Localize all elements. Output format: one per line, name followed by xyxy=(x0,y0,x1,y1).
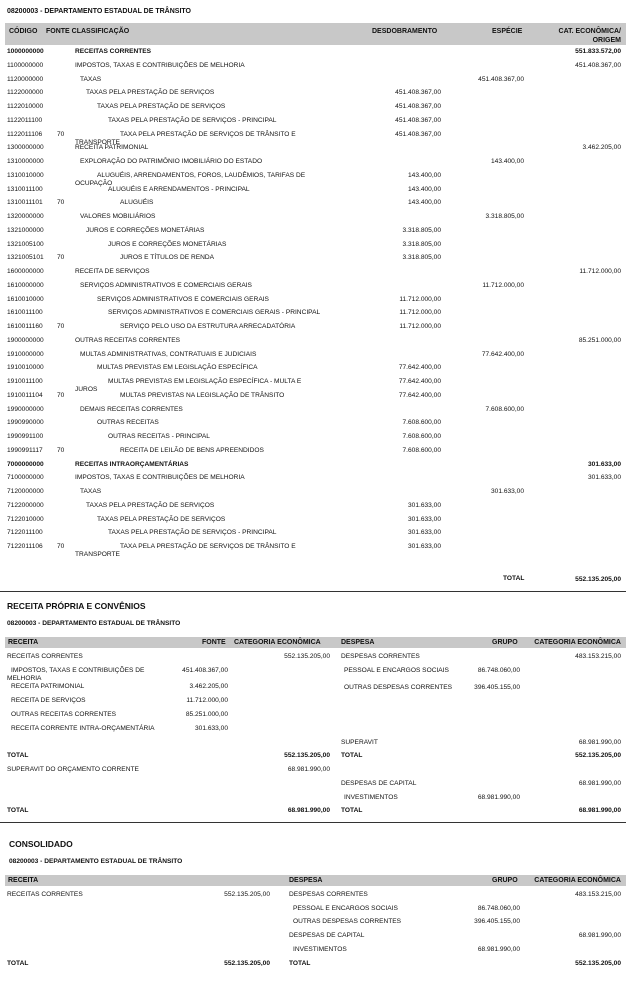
row-code: 1320000000 xyxy=(7,213,44,220)
col-receita: RECEITA xyxy=(8,877,39,884)
receita-item-value: 85.251.000,00 xyxy=(185,711,228,718)
col-desdobramento: DESDOBRAMENTO xyxy=(372,28,438,35)
col-categoria-economica-despesa: CATEGORIA ECONÔMICA xyxy=(534,639,621,646)
row-code: 1310011100 xyxy=(7,185,43,193)
row-description: MULTAS PREVISTAS NA LEGISLAÇÃO DE TRÂNSITO xyxy=(120,391,285,399)
row-description: TAXAS PELA PRESTAÇÃO DE SERVIÇOS - PRINCIPAL xyxy=(108,529,277,537)
row-code: 1990990000 xyxy=(7,419,44,427)
row-description: OUTRAS RECEITAS CORRENTES xyxy=(75,336,181,344)
row-desdobramento: 11.712.000,00 xyxy=(399,323,441,330)
row-description: TAXAS PELA PRESTAÇÃO DE SERVIÇOS - PRINCIPAL xyxy=(108,116,277,124)
outras-despesas-value: 396.405.155,00 xyxy=(474,918,520,925)
section-title: RECEITA PRÓPRIA E CONVÊNIOS xyxy=(7,601,146,611)
col-receita: RECEITA xyxy=(8,639,39,646)
row-desdobramento: 301.633,00 xyxy=(407,515,441,523)
investimentos-label: INVESTIMENTOS xyxy=(344,794,398,801)
row-fonte: 70 xyxy=(57,254,65,262)
row-description: SERVIÇOS ADMINISTRATIVOS E COMERCIAIS GERAIS xyxy=(80,281,252,289)
row-categoria: 11.712.000,00 xyxy=(579,268,621,275)
row-code: 1310010000 xyxy=(7,171,44,179)
row-desdobramento: 11.712.000,00 xyxy=(399,309,441,317)
receitas-correntes-value: 552.135.205,00 xyxy=(224,891,270,898)
row-description: SERVIÇOS ADMINISTRATIVOS E COMERCIAIS GERAIS xyxy=(97,295,269,303)
row-code: 1120000000 xyxy=(7,75,44,83)
row-code: 1122011106 xyxy=(7,130,43,138)
col-especie: ESPÉCIE xyxy=(492,28,523,35)
row-description: SERVIÇO PELO USO DA ESTRUTURA ARRECADATÓRIA xyxy=(120,323,296,330)
divider xyxy=(0,591,626,592)
outras-despesas-label: OUTRAS DESPESAS CORRENTES xyxy=(344,684,453,691)
row-categoria: 451.408.367,00 xyxy=(575,61,621,69)
superavit-orcamento-value: 68.981.990,00 xyxy=(287,766,330,773)
row-description-cont: TRANSPORTE xyxy=(75,138,120,146)
section-title: CONSOLIDADO xyxy=(9,839,73,849)
row-code: 7122011106 xyxy=(7,543,43,550)
row-code: 1000000000 xyxy=(7,48,44,55)
row-code: 7122010000 xyxy=(7,515,44,523)
receita-item-value: 451.408.367,00 xyxy=(182,667,228,674)
total-value: 552.135.205,00 xyxy=(575,576,621,583)
despesas-capital-value: 68.981.990,00 xyxy=(578,932,621,939)
row-desdobramento: 7.608.600,00 xyxy=(402,433,441,440)
row-especie: 7.608.600,00 xyxy=(485,405,524,413)
row-description: TAXAS xyxy=(80,488,102,495)
row-code: 1122000000 xyxy=(7,89,44,97)
org-title: 08200003 - DEPARTAMENTO ESTADUAL DE TRÂNSITO xyxy=(7,620,181,627)
receita-item-label: RECEITA PATRIMONIAL xyxy=(11,683,85,690)
receita-item-value: 11.712.000,00 xyxy=(186,697,228,704)
col-categoria-economica: CATEGORIA ECONÔMICA xyxy=(234,639,321,646)
row-description: ALUGUÉIS xyxy=(120,199,154,207)
col-origem: ORIGEM xyxy=(592,37,621,44)
row-desdobramento: 3.318.805,00 xyxy=(402,254,441,262)
row-fonte: 70 xyxy=(57,391,65,399)
row-description: TAXAS PELA PRESTAÇÃO DE SERVIÇOS xyxy=(97,515,226,523)
row-code: 1310000000 xyxy=(7,158,44,165)
col-grupo: GRUPO xyxy=(492,877,518,884)
row-code: 1600000000 xyxy=(7,268,44,275)
investimentos-value: 68.981.990,00 xyxy=(477,794,520,801)
row-description: JUROS E TÍTULOS DE RENDA xyxy=(120,254,215,262)
row-categoria: 301.633,00 xyxy=(587,474,621,482)
despesas-capital-value: 68.981.990,00 xyxy=(578,780,621,787)
row-especie: 77.642.400,00 xyxy=(481,350,524,358)
row-code: 1610010000 xyxy=(7,295,44,303)
row-code: 1910011100 xyxy=(7,378,43,385)
row-code: 1990991117 xyxy=(7,446,43,454)
row-description: EXPLORAÇÃO DO PATRIMÔNIO IMOBILIÁRIO DO ESTADO xyxy=(80,158,263,165)
row-desdobramento: 451.408.367,00 xyxy=(395,103,441,110)
row-especie: 3.318.805,00 xyxy=(485,213,524,220)
row-description-cont: OCUPAÇÃO xyxy=(75,179,113,187)
superavit-value: 68.981.990,00 xyxy=(578,739,621,746)
row-desdobramento: 301.633,00 xyxy=(407,501,441,509)
despesas-correntes-value: 483.153.215,00 xyxy=(575,653,621,660)
row-especie: 451.408.367,00 xyxy=(478,75,524,83)
row-description: JUROS E CORREÇÕES MONETÁRIAS xyxy=(108,240,227,248)
row-description-cont: JUROS xyxy=(75,386,98,393)
total-despesa-value: 68.981.990,00 xyxy=(578,807,621,814)
row-code: 1610011160 xyxy=(7,323,43,330)
row-code: 1910010000 xyxy=(7,364,44,372)
pessoal-label: PESSOAL E ENCARGOS SOCIAIS xyxy=(293,905,398,912)
row-fonte: 70 xyxy=(57,446,65,454)
row-categoria: 3.462.205,00 xyxy=(582,144,621,152)
col-fonte: FONTE xyxy=(202,639,226,646)
row-desdobramento: 77.642.400,00 xyxy=(398,378,441,385)
org-title: 08200003 - DEPARTAMENTO ESTADUAL DE TRÂNSITO xyxy=(9,858,183,865)
total-label: TOTAL xyxy=(7,752,29,759)
row-categoria: 551.833.572,00 xyxy=(575,48,621,55)
total-label: TOTAL xyxy=(503,575,525,582)
row-categoria: 85.251.000,00 xyxy=(578,336,621,344)
col-categoria-economica: CATEGORIA ECONÔMICA xyxy=(534,877,621,884)
row-code: 7000000000 xyxy=(7,460,44,468)
total-label: TOTAL xyxy=(341,807,363,814)
row-categoria: 301.633,00 xyxy=(587,460,621,468)
row-description: IMPOSTOS, TAXAS E CONTRIBUIÇÕES DE MELHORIA xyxy=(75,61,245,69)
col-despesa: DESPESA xyxy=(289,877,323,884)
row-fonte: 70 xyxy=(57,199,65,207)
divider xyxy=(0,822,626,823)
row-code: 1990000000 xyxy=(7,405,44,413)
row-fonte: 70 xyxy=(57,130,65,138)
row-code: 1900000000 xyxy=(7,336,44,344)
row-desdobramento: 77.642.400,00 xyxy=(398,391,441,399)
org-title: 08200003 - DEPARTAMENTO ESTADUAL DE TRÂNSITO xyxy=(7,8,191,15)
row-desdobramento: 451.408.367,00 xyxy=(395,89,441,97)
row-code: 1910000000 xyxy=(7,350,44,358)
despesas-capital-label: DESPESAS DE CAPITAL xyxy=(289,932,365,939)
row-description: MULTAS PREVISTAS EM LEGISLAÇÃO ESPECÍFICA - MULTA E xyxy=(108,378,302,385)
row-description: OUTRAS RECEITAS - PRINCIPAL xyxy=(108,433,210,440)
receita-item-label: IMPOSTOS, TAXAS E CONTRIBUIÇÕES DE xyxy=(11,667,145,674)
total-despesa-value: 552.135.205,00 xyxy=(575,752,621,759)
row-especie: 143.400,00 xyxy=(490,158,524,165)
row-description: RECEITA PATRIMONIAL xyxy=(75,144,149,152)
row-code: 1122011100 xyxy=(7,116,43,124)
investimentos-value: 68.981.990,00 xyxy=(477,946,520,953)
row-code: 1321005100 xyxy=(7,240,44,248)
row-description-cont: TRANSPORTE xyxy=(75,551,120,558)
row-description: RECEITA DE SERVIÇOS xyxy=(75,268,150,275)
row-description: TAXA PELA PRESTAÇÃO DE SERVIÇOS DE TRÂNSITO E xyxy=(120,130,296,138)
row-description: MULTAS PREVISTAS EM LEGISLAÇÃO ESPECÍFICA xyxy=(97,364,258,372)
superavit-orcamento-label: SUPERAVIT DO ORÇAMENTO CORRENTE xyxy=(7,766,139,773)
receita-item-label: RECEITA CORRENTE INTRA-ORÇAMENTÁRIA xyxy=(11,725,155,732)
row-description: TAXAS PELA PRESTAÇÃO DE SERVIÇOS xyxy=(86,501,215,509)
row-code: 1610011100 xyxy=(7,309,43,317)
row-code: 7100000000 xyxy=(7,474,44,482)
pessoal-value: 86.748.060,00 xyxy=(477,905,520,912)
row-code: 1321005101 xyxy=(7,254,44,262)
row-code: 1910011104 xyxy=(7,391,43,399)
investimentos-label: INVESTIMENTOS xyxy=(293,946,347,953)
receitas-correntes-label: RECEITAS CORRENTES xyxy=(7,891,83,898)
col-fonte-classificacao: FONTE CLASSIFICAÇÃO xyxy=(46,28,130,35)
row-description: RECEITA DE LEILÃO DE BENS APREENDIDOS xyxy=(120,446,264,454)
row-description: SERVIÇOS ADMINISTRATIVOS E COMERCIAIS GERAIS - PRINCIPAL xyxy=(108,309,321,317)
row-desdobramento: 451.408.367,00 xyxy=(395,130,441,138)
despesas-correntes-value: 483.153.215,00 xyxy=(575,891,621,898)
receita-item-label-cont: MELHORIA xyxy=(7,675,42,682)
row-code: 1122010000 xyxy=(7,103,44,110)
row-desdobramento: 7.608.600,00 xyxy=(402,446,441,454)
row-description: RECEITAS CORRENTES xyxy=(75,48,152,55)
row-fonte: 70 xyxy=(57,323,65,330)
row-desdobramento: 11.712.000,00 xyxy=(399,295,441,303)
row-fonte: 70 xyxy=(57,543,65,550)
row-description: DEMAIS RECEITAS CORRENTES xyxy=(80,405,183,413)
col-codigo: CÓDIGO xyxy=(9,28,38,35)
row-especie: 11.712.000,00 xyxy=(482,281,524,289)
row-desdobramento: 143.400,00 xyxy=(407,199,441,207)
total-receita-value: 552.135.205,00 xyxy=(284,752,330,759)
receitas-correntes-label: RECEITAS CORRENTES xyxy=(7,653,83,660)
total-label: TOTAL xyxy=(7,807,29,814)
row-description: MULTAS ADMINISTRATIVAS, CONTRATUAIS E JUDICIAIS xyxy=(80,350,257,358)
receita-item-label: RECEITA DE SERVIÇOS xyxy=(11,697,86,704)
row-description: IMPOSTOS, TAXAS E CONTRIBUIÇÕES DE MELHORIA xyxy=(75,474,245,482)
row-code: 1610000000 xyxy=(7,281,44,289)
row-code: 1300000000 xyxy=(7,144,44,152)
total-receita-value: 68.981.990,00 xyxy=(287,807,330,814)
row-description: VALORES MOBILIÁRIOS xyxy=(80,213,156,220)
total-label: TOTAL xyxy=(289,960,311,967)
row-description: OUTRAS RECEITAS xyxy=(97,419,159,427)
row-especie: 301.633,00 xyxy=(490,488,524,495)
row-desdobramento: 143.400,00 xyxy=(407,171,441,179)
despesas-capital-label: DESPESAS DE CAPITAL xyxy=(341,780,417,787)
row-desdobramento: 451.408.367,00 xyxy=(395,116,441,124)
outras-despesas-value: 396.405.155,00 xyxy=(474,684,520,691)
total-label: TOTAL xyxy=(341,752,363,759)
row-code: 1310011101 xyxy=(7,199,43,207)
row-code: 7122000000 xyxy=(7,501,44,509)
col-despesa: DESPESA xyxy=(341,639,375,646)
receita-item-value: 3.462.205,00 xyxy=(189,683,228,690)
row-description: TAXAS PELA PRESTAÇÃO DE SERVIÇOS xyxy=(97,103,226,110)
despesas-correntes-label: DESPESAS CORRENTES xyxy=(341,653,420,660)
pessoal-label: PESSOAL E ENCARGOS SOCIAIS xyxy=(344,667,449,674)
row-description: ALUGUÉIS, ARRENDAMENTOS, FOROS, LAUDÊMIOS, TARIFAS DE xyxy=(97,171,306,179)
row-description: JUROS E CORREÇÕES MONETÁRIAS xyxy=(86,226,205,234)
receitas-correntes-value: 552.135.205,00 xyxy=(284,653,330,660)
total-receita-value: 552.135.205,00 xyxy=(224,960,270,967)
row-description: TAXA PELA PRESTAÇÃO DE SERVIÇOS DE TRÂNSITO E xyxy=(120,543,296,550)
col-cat-economica: CAT. ECONÔMICA/ xyxy=(558,28,621,35)
row-desdobramento: 3.318.805,00 xyxy=(402,226,441,234)
row-description: ALUGUÉIS E ARRENDAMENTOS - PRINCIPAL xyxy=(108,185,250,193)
receita-item-label: OUTRAS RECEITAS CORRENTES xyxy=(11,711,117,718)
despesas-correntes-label: DESPESAS CORRENTES xyxy=(289,891,368,898)
row-description: TAXAS PELA PRESTAÇÃO DE SERVIÇOS xyxy=(86,89,215,97)
col-grupo: GRUPO xyxy=(492,639,518,646)
row-description: RECEITAS INTRAORÇAMENTÁRIAS xyxy=(75,460,189,468)
row-desdobramento: 301.633,00 xyxy=(407,543,441,550)
row-code: 1321000000 xyxy=(7,226,44,234)
superavit-label: SUPERAVIT xyxy=(341,739,378,746)
row-desdobramento: 301.633,00 xyxy=(407,529,441,537)
row-description: TAXAS xyxy=(80,75,102,83)
total-label: TOTAL xyxy=(7,960,29,967)
row-code: 7120000000 xyxy=(7,488,44,495)
row-code: 7122011100 xyxy=(7,529,43,537)
row-desdobramento: 3.318.805,00 xyxy=(402,240,441,248)
row-code: 1100000000 xyxy=(7,61,44,69)
row-desdobramento: 7.608.600,00 xyxy=(402,419,441,427)
row-code: 1990991100 xyxy=(7,433,44,440)
row-desdobramento: 143.400,00 xyxy=(407,185,441,193)
receita-item-value: 301.633,00 xyxy=(194,725,228,732)
pessoal-value: 86.748.060,00 xyxy=(477,667,520,674)
row-desdobramento: 77.642.400,00 xyxy=(398,364,441,372)
outras-despesas-label: OUTRAS DESPESAS CORRENTES xyxy=(293,918,402,925)
total-despesa-value: 552.135.205,00 xyxy=(575,960,621,967)
